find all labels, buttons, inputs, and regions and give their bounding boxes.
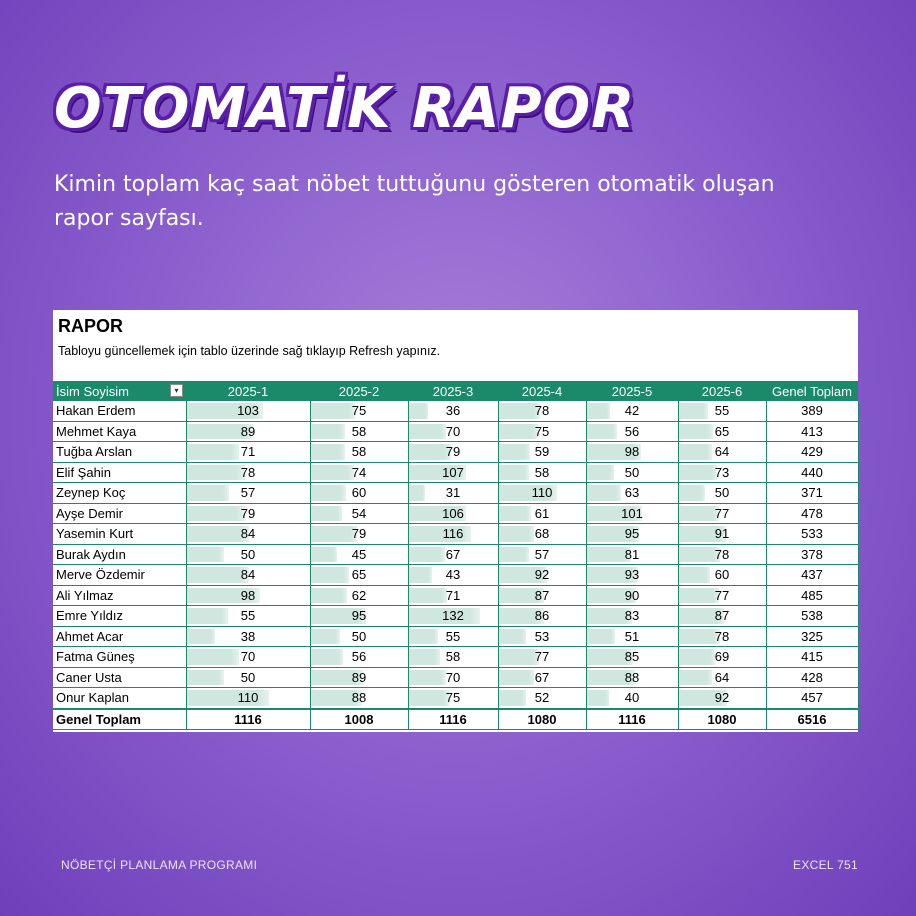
value-cell[interactable] <box>310 503 408 524</box>
value-cell[interactable] <box>408 483 498 504</box>
cell-value: 50 <box>351 628 367 644</box>
table-row <box>53 421 858 442</box>
cell-value: 71 <box>445 587 461 603</box>
person-name[interactable]: Elif Şahin <box>53 462 186 483</box>
value-cell[interactable] <box>498 585 586 606</box>
cell-value: 42 <box>624 403 640 419</box>
person-name[interactable]: Yasemin Kurt <box>53 524 186 545</box>
value-cell[interactable] <box>498 688 586 709</box>
value-cell[interactable] <box>408 401 498 421</box>
value-cell[interactable] <box>408 462 498 483</box>
column-header-2025-2: 2025-2 <box>310 381 408 401</box>
cell-value: 57 <box>240 485 256 501</box>
row-total-cell[interactable]: 533 <box>766 524 858 545</box>
cell-value: 92 <box>534 567 550 583</box>
value-cell[interactable] <box>408 503 498 524</box>
value-cell[interactable] <box>498 401 586 421</box>
cell-value: 98 <box>624 444 640 460</box>
cell-value: 93 <box>624 567 640 583</box>
page-subtitle: Kimin toplam kaç saat nöbet tuttuğunu gösteren otomatik oluşan rapor sayfası. <box>54 172 775 231</box>
value-cell[interactable] <box>186 606 310 627</box>
value-cell[interactable] <box>408 667 498 688</box>
cell-value: 60 <box>351 485 367 501</box>
value-cell[interactable] <box>408 626 498 647</box>
cell-value: 74 <box>351 464 367 480</box>
value-cell[interactable] <box>586 647 678 668</box>
person-name[interactable]: Zeynep Koç <box>53 483 186 504</box>
column-header-2025-5: 2025-5 <box>586 381 678 401</box>
person-name[interactable]: Ahmet Acar <box>53 626 186 647</box>
table-row <box>53 688 858 709</box>
cell-value: 56 <box>624 423 640 439</box>
value-cell[interactable] <box>186 524 310 545</box>
grand-total-row <box>53 709 858 730</box>
period-total-cell[interactable]: 1080 <box>678 709 766 730</box>
value-cell[interactable] <box>678 606 766 627</box>
value-cell[interactable] <box>310 565 408 586</box>
sheet-title: RAPOR <box>58 316 124 336</box>
cell-value: 89 <box>240 423 256 439</box>
row-total-cell[interactable]: 485 <box>766 585 858 606</box>
cell-value: 75 <box>534 423 550 439</box>
row-total-cell[interactable]: 428 <box>766 667 858 688</box>
value-cell[interactable] <box>310 585 408 606</box>
value-cell[interactable] <box>678 585 766 606</box>
value-cell[interactable] <box>586 503 678 524</box>
cell-value: 88 <box>624 669 640 685</box>
value-cell[interactable] <box>310 667 408 688</box>
person-name[interactable]: Caner Usta <box>53 667 186 688</box>
value-cell[interactable] <box>408 442 498 463</box>
cell-value: 107 <box>442 464 464 480</box>
table-row <box>53 483 858 504</box>
person-name[interactable]: Burak Aydın <box>53 544 186 565</box>
cell-value: 45 <box>351 546 367 562</box>
cell-value: 55 <box>714 403 730 419</box>
value-cell[interactable] <box>498 462 586 483</box>
grand-total-cell[interactable]: 6516 <box>766 709 858 730</box>
value-cell[interactable] <box>586 442 678 463</box>
row-total-cell[interactable]: 389 <box>766 401 858 421</box>
value-cell[interactable] <box>586 421 678 442</box>
column-header-2025-4: 2025-4 <box>498 381 586 401</box>
value-cell[interactable] <box>408 565 498 586</box>
value-cell[interactable] <box>408 647 498 668</box>
cell-value: 70 <box>445 669 461 685</box>
value-cell[interactable] <box>586 667 678 688</box>
person-name[interactable]: Merve Özdemir <box>53 565 186 586</box>
cell-value: 85 <box>624 649 640 665</box>
value-cell[interactable] <box>678 442 766 463</box>
value-cell[interactable] <box>310 421 408 442</box>
value-cell[interactable] <box>586 483 678 504</box>
value-cell[interactable] <box>310 606 408 627</box>
column-header-2025-1: 2025-1 <box>186 381 310 401</box>
cell-value: 75 <box>445 690 461 706</box>
table-row <box>53 606 858 627</box>
cell-value: 55 <box>240 608 256 624</box>
value-cell[interactable] <box>186 688 310 709</box>
cell-value: 50 <box>240 669 256 685</box>
value-cell[interactable] <box>498 647 586 668</box>
period-total-cell[interactable]: 1116 <box>586 709 678 730</box>
value-cell[interactable] <box>586 606 678 627</box>
cell-value: 132 <box>442 608 464 624</box>
value-cell[interactable] <box>678 503 766 524</box>
value-cell[interactable] <box>498 544 586 565</box>
cell-value: 98 <box>240 587 256 603</box>
cell-value: 53 <box>534 628 550 644</box>
cell-value: 78 <box>714 628 730 644</box>
row-total-cell[interactable]: 478 <box>766 503 858 524</box>
cell-value: 86 <box>534 608 550 624</box>
column-header-label: İsim Soyisim <box>56 383 129 399</box>
value-cell[interactable] <box>408 688 498 709</box>
cell-value: 36 <box>445 403 461 419</box>
value-cell[interactable] <box>186 483 310 504</box>
row-total-cell[interactable]: 325 <box>766 626 858 647</box>
table-row <box>53 401 858 421</box>
table-row <box>53 544 858 565</box>
person-name[interactable]: Mehmet Kaya <box>53 421 186 442</box>
cell-value: 84 <box>240 526 256 542</box>
value-cell[interactable] <box>186 667 310 688</box>
cell-value: 77 <box>714 505 730 521</box>
value-cell[interactable] <box>186 626 310 647</box>
value-cell[interactable] <box>186 421 310 442</box>
value-cell[interactable] <box>498 565 586 586</box>
value-cell[interactable] <box>186 462 310 483</box>
person-name[interactable]: Fatma Güneş <box>53 647 186 668</box>
value-cell[interactable] <box>678 565 766 586</box>
cell-value: 50 <box>240 546 256 562</box>
cell-value: 87 <box>534 587 550 603</box>
value-cell[interactable] <box>186 647 310 668</box>
value-cell[interactable] <box>310 647 408 668</box>
value-cell[interactable] <box>678 647 766 668</box>
value-cell[interactable] <box>186 565 310 586</box>
cell-value: 91 <box>714 526 730 542</box>
value-cell[interactable] <box>586 585 678 606</box>
cell-value: 56 <box>351 649 367 665</box>
value-cell[interactable] <box>498 421 586 442</box>
cell-value: 63 <box>624 485 640 501</box>
value-cell[interactable] <box>586 462 678 483</box>
cell-value: 81 <box>624 546 640 562</box>
cell-value: 58 <box>445 649 461 665</box>
column-header-total: Genel Toplam <box>766 381 858 401</box>
cell-value: 92 <box>714 690 730 706</box>
person-name[interactable]: Tuğba Arslan <box>53 442 186 463</box>
cell-value: 116 <box>442 526 464 542</box>
column-header-2025-3: 2025-3 <box>408 381 498 401</box>
value-cell[interactable] <box>678 688 766 709</box>
cell-value: 95 <box>351 608 367 624</box>
cell-value: 71 <box>240 444 256 460</box>
value-cell[interactable] <box>186 503 310 524</box>
value-cell[interactable] <box>678 544 766 565</box>
cell-value: 38 <box>240 628 256 644</box>
value-cell[interactable] <box>186 544 310 565</box>
cell-value: 67 <box>445 546 461 562</box>
cell-value: 103 <box>237 403 259 419</box>
cell-value: 55 <box>445 628 461 644</box>
value-cell[interactable] <box>408 606 498 627</box>
sheet-note: Tabloyu güncellemek için tablo üzerinde sağ tıklayıp Refresh yapınız. <box>58 344 441 358</box>
value-cell[interactable] <box>310 544 408 565</box>
cell-value: 84 <box>240 567 256 583</box>
value-cell[interactable] <box>678 667 766 688</box>
value-cell[interactable] <box>586 688 678 709</box>
cell-value: 79 <box>445 444 461 460</box>
row-total-cell[interactable]: 440 <box>766 462 858 483</box>
pivot-table <box>53 381 859 730</box>
value-cell[interactable] <box>586 626 678 647</box>
row-total-cell[interactable]: 538 <box>766 606 858 627</box>
row-total-cell[interactable]: 378 <box>766 544 858 565</box>
period-total-cell[interactable]: 1116 <box>408 709 498 730</box>
value-cell[interactable] <box>678 524 766 545</box>
person-name[interactable]: Hakan Erdem <box>53 401 186 421</box>
page-title: OTOMATİK RAPOR <box>54 76 636 141</box>
table-row <box>53 503 858 524</box>
cell-value: 95 <box>624 526 640 542</box>
table-row <box>53 462 858 483</box>
value-cell[interactable] <box>310 626 408 647</box>
cell-value: 59 <box>534 444 550 460</box>
cell-value: 79 <box>351 526 367 542</box>
value-cell[interactable] <box>310 442 408 463</box>
row-total-cell[interactable]: 371 <box>766 483 858 504</box>
cell-value: 40 <box>624 690 640 706</box>
cell-value: 88 <box>351 690 367 706</box>
cell-value: 50 <box>714 485 730 501</box>
value-cell[interactable] <box>408 544 498 565</box>
cell-value: 69 <box>714 649 730 665</box>
table-row <box>53 585 858 606</box>
cell-value: 62 <box>351 587 367 603</box>
cell-value: 89 <box>351 669 367 685</box>
value-cell[interactable] <box>498 606 586 627</box>
cell-value: 64 <box>714 669 730 685</box>
value-cell[interactable] <box>186 442 310 463</box>
cell-value: 70 <box>240 649 256 665</box>
cell-value: 110 <box>531 485 553 501</box>
row-total-cell[interactable]: 429 <box>766 442 858 463</box>
filter-dropdown-icon[interactable]: ▾ <box>170 384 183 397</box>
cell-value: 78 <box>240 464 256 480</box>
cell-value: 79 <box>240 505 256 521</box>
table-row <box>53 667 858 688</box>
spreadsheet-screenshot <box>53 310 858 732</box>
value-cell[interactable] <box>408 421 498 442</box>
table-row <box>53 524 858 545</box>
cell-value: 52 <box>534 690 550 706</box>
value-cell[interactable] <box>678 421 766 442</box>
cell-value: 65 <box>351 567 367 583</box>
period-total-cell[interactable]: 1008 <box>310 709 408 730</box>
cell-value: 110 <box>237 690 259 706</box>
value-cell[interactable] <box>498 524 586 545</box>
value-cell[interactable] <box>586 524 678 545</box>
value-cell[interactable] <box>310 483 408 504</box>
value-cell[interactable] <box>310 462 408 483</box>
value-cell[interactable] <box>586 401 678 421</box>
cell-value: 51 <box>624 628 640 644</box>
grand-total-label[interactable]: Genel Toplam <box>53 709 186 730</box>
cell-value: 83 <box>624 608 640 624</box>
row-total-cell[interactable]: 457 <box>766 688 858 709</box>
cell-value: 57 <box>534 546 550 562</box>
cell-value: 90 <box>624 587 640 603</box>
column-header-2025-6: 2025-6 <box>678 381 766 401</box>
cell-value: 87 <box>714 608 730 624</box>
cell-value: 73 <box>714 464 730 480</box>
column-header-name <box>53 381 186 401</box>
cell-value: 106 <box>442 505 464 521</box>
table-row <box>53 647 858 668</box>
value-cell[interactable] <box>498 667 586 688</box>
cell-value: 60 <box>714 567 730 583</box>
cell-value: 58 <box>534 464 550 480</box>
cell-value: 77 <box>714 587 730 603</box>
cell-value: 64 <box>714 444 730 460</box>
value-cell[interactable] <box>310 524 408 545</box>
cell-value: 67 <box>534 669 550 685</box>
row-total-cell[interactable]: 415 <box>766 647 858 668</box>
period-total-cell[interactable]: 1116 <box>186 709 310 730</box>
person-name[interactable]: Ayşe Demir <box>53 503 186 524</box>
value-cell[interactable] <box>678 401 766 421</box>
footer-excel-number: EXCEL 751 <box>793 858 858 872</box>
value-cell[interactable] <box>678 626 766 647</box>
person-name[interactable]: Onur Kaplan <box>53 688 186 709</box>
value-cell[interactable] <box>408 585 498 606</box>
value-cell[interactable] <box>498 442 586 463</box>
value-cell[interactable] <box>498 626 586 647</box>
cell-value: 101 <box>621 505 643 521</box>
cell-value: 78 <box>714 546 730 562</box>
cell-value: 50 <box>624 464 640 480</box>
value-cell[interactable] <box>310 688 408 709</box>
cell-value: 61 <box>534 505 550 521</box>
value-cell[interactable] <box>678 462 766 483</box>
period-total-cell[interactable]: 1080 <box>498 709 586 730</box>
cell-value: 77 <box>534 649 550 665</box>
table-row <box>53 565 858 586</box>
row-total-cell[interactable]: 413 <box>766 421 858 442</box>
table-row <box>53 626 858 647</box>
table-row <box>53 442 858 463</box>
person-name[interactable]: Ali Yılmaz <box>53 585 186 606</box>
pivot-header-row <box>53 381 858 401</box>
value-cell[interactable] <box>186 585 310 606</box>
cell-value: 54 <box>351 505 367 521</box>
footer-program-name: NÖBETÇİ PLANLAMA PROGRAMI <box>61 858 258 872</box>
cell-value: 75 <box>351 403 367 419</box>
value-cell[interactable] <box>408 524 498 545</box>
cell-value: 70 <box>445 423 461 439</box>
value-cell[interactable] <box>586 544 678 565</box>
cell-value: 58 <box>351 444 367 460</box>
value-cell[interactable] <box>498 483 586 504</box>
cell-value: 31 <box>445 485 461 501</box>
value-cell[interactable] <box>498 503 586 524</box>
value-cell[interactable] <box>310 401 408 421</box>
cell-value: 78 <box>534 403 550 419</box>
row-total-cell[interactable]: 437 <box>766 565 858 586</box>
value-cell[interactable] <box>186 401 310 421</box>
value-cell[interactable] <box>678 483 766 504</box>
value-cell[interactable] <box>586 565 678 586</box>
cell-value: 65 <box>714 423 730 439</box>
cell-value: 68 <box>534 526 550 542</box>
cell-value: 58 <box>351 423 367 439</box>
cell-value: 43 <box>445 567 461 583</box>
person-name[interactable]: Emre Yıldız <box>53 606 186 627</box>
